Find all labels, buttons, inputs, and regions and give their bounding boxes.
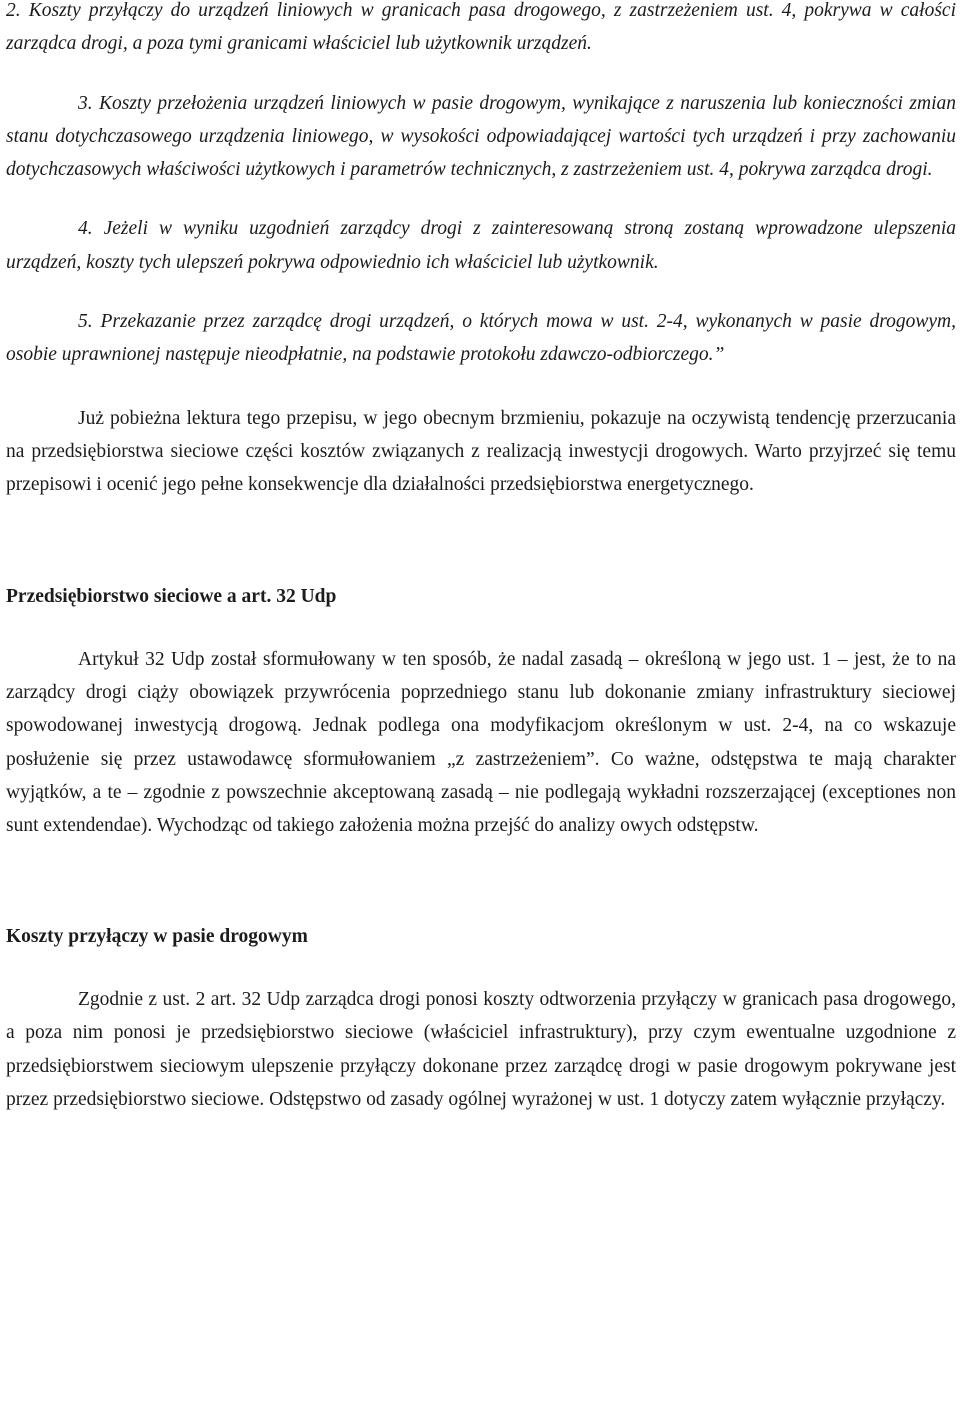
quoted-paragraph-2: 2. Koszty przyłączy do urządzeń liniowych w granicach pasa drogowego, z zastrzeżeniem ust. 4, pokrywa w całości zarządca drogi, a poza tymi granicami właściciel lub użytkownik urządzeń. [6, 0, 956, 55]
commentary-paragraph: Już pobieżna lektura tego przepisu, w jego obecnym brzmieniu, pokazuje na oczywistą tendencję przerzucania na przedsiębiorstwa sieciowe części kosztów związanych z realizacją inwestycji drogowych. Warto przyjrzeć się temu przepisowi i ocenić jego pełne konsekwencje dla działalności przedsiębiorstwa energetycznego. [6, 407, 956, 496]
section-connections-paragraph: Zgodnie z ust. 2 art. 32 Udp zarządca drogi ponosi koszty odtworzenia przyłączy w granicach pasa drogowego, a poza nim ponosi je przedsiębiorstwo sieciowe (właściciel infrastruktury), przy czym ewentualne uzgodnione z przedsiębiorstwem sieciowym ulepszenie przyłączy dokonane przez zarządcę drogi w pasie drogowym pokrywane jest przez przedsiębiorstwo sieciowe. Odstępstwo od zasady ogólnej wyrażonej w ust. 1 dotyczy zatem wyłącznie przyłączy. [6, 988, 956, 1110]
section-udp-paragraph: Artykuł 32 Udp został sformułowany w ten sposób, że nadal zasadą – określoną w jego ust. 1 – jest, że to na zarządcy drogi ciąży obowiązek przywrócenia poprzedniego stanu lub dokonanie zmiany infrastruktury sieciowej spowodowanej inwestycją drogową. Jednak podlega ona modyfikacjom określonym w ust. 2-4, na co wskazuje posłużenie się przez ustawodawcę sformułowaniem „z zastrzeżeniem”. Co ważne, odstępstwa te mają charakter wyjątków, a te – zgodnie z powszechnie akceptowaną zasadą – nie podlegają wykładni rozszerzającej (exceptiones non sunt extendendae). Wychodząc od takiego założenia można przejść do analizy owych odstępstw. [6, 648, 956, 837]
document-page [6, 0, 956, 1116]
section-heading-connections: Koszty przyłączy w pasie drogowym [6, 925, 308, 947]
quoted-paragraph-5: 5. Przekazanie przez zarządcę drogi urządzeń, o których mowa w ust. 2-4, wykonanych w pasie drogowym, osobie uprawnionej następuje nieodpłatnie, na podstawie protokołu zdawczo-odbiorczego.” [6, 311, 956, 366]
section-heading-udp: Przedsiębiorstwo sieciowe a art. 32 Udp [6, 585, 337, 607]
quoted-paragraph-4: 4. Jeżeli w wyniku uzgodnień zarządcy drogi z zainteresowaną stroną zostaną wprowadzone ulepszenia urządzeń, koszty tych ulepszeń pokrywa odpowiednio ich właściciel lub użytkownik. [6, 218, 956, 273]
quoted-paragraph-3: 3. Koszty przełożenia urządzeń liniowych w pasie drogowym, wynikające z naruszenia lub konieczności zmian stanu dotychczasowego urządzenia liniowego, w wysokości odpowiadającej wartości tych urządzeń i przy zachowaniu dotychczasowych właściwości użytkowych i parametrów technicznych, z zastrzeżeniem ust. 4, pokrywa zarządca drogi. [6, 92, 956, 181]
